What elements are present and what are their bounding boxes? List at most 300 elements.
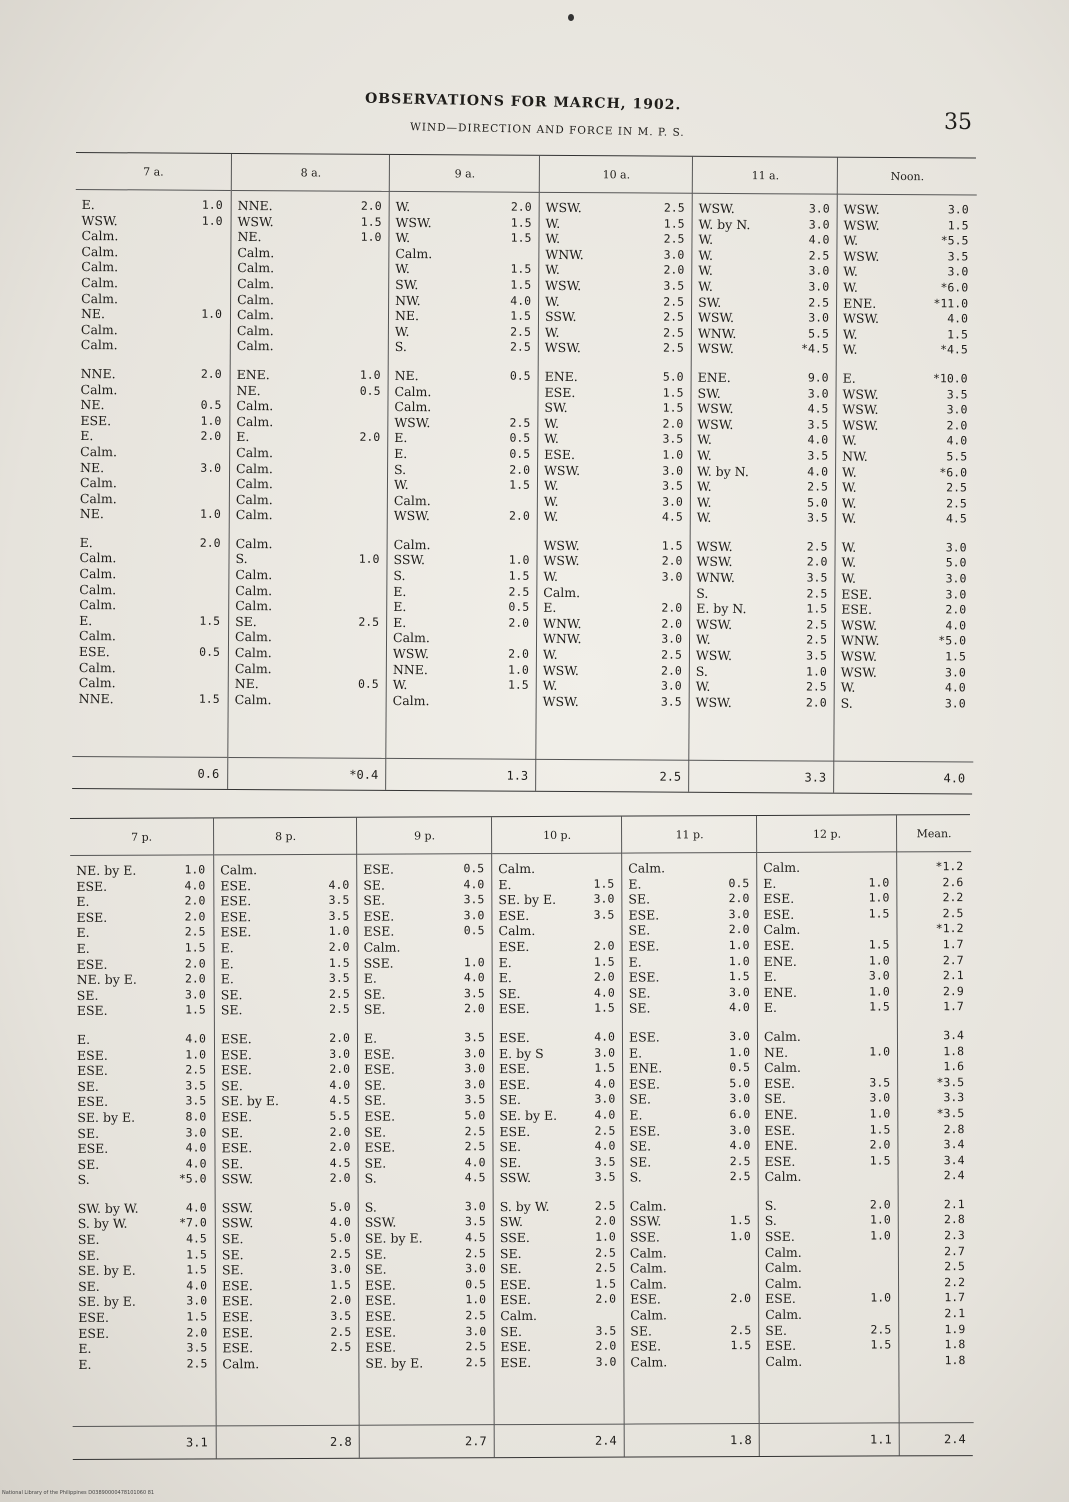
wind-direction: SSE.: [499, 1230, 530, 1246]
table-row: [216, 1246, 359, 1262]
wind-force: [222, 260, 230, 276]
wind-force: 4.0: [185, 1200, 207, 1215]
table-row: [231, 367, 389, 384]
wind-force: 5.5: [946, 449, 968, 464]
wind-direction: SE.: [499, 1245, 522, 1261]
group-spacer: [836, 527, 975, 541]
wind-force: 2.5: [464, 1123, 486, 1138]
mean-divider: [73, 1425, 216, 1427]
group-spacer: [837, 358, 976, 372]
wind-direction: SE.: [220, 986, 243, 1003]
wind-force: 3.5: [663, 278, 685, 293]
table-row: [691, 539, 836, 555]
table-row: [72, 1341, 215, 1357]
wind-force: 3.0: [200, 460, 222, 475]
wind-direction: WNW.: [697, 325, 737, 341]
table-row: [692, 341, 837, 357]
wind-force: 2.8: [943, 1121, 965, 1136]
wind-force: 2.0: [184, 909, 206, 924]
wind-direction: Calm.: [80, 321, 118, 338]
wind-force: 3.5: [869, 1075, 891, 1090]
wind-direction: ESE.: [628, 907, 660, 923]
wind-force: 4.5: [807, 401, 829, 416]
wind-direction: ESE.: [222, 1278, 253, 1294]
wind-direction: ESE.: [765, 1291, 796, 1307]
wind-force: 1.5: [593, 876, 615, 891]
table-row: [389, 324, 539, 341]
table-row: [230, 414, 388, 431]
wind-force: 3.0: [594, 1045, 616, 1060]
wind-force: 3.0: [593, 891, 615, 906]
table-row: [897, 906, 971, 922]
wind-direction: W.: [545, 215, 561, 231]
table-row: [538, 384, 691, 401]
wind-force: [220, 598, 228, 614]
wind-force: 1.8: [944, 1352, 966, 1368]
wind-direction: ESE.: [365, 1339, 397, 1355]
wind-force: 1.0: [201, 306, 223, 322]
wind-force: 2.0: [508, 646, 529, 661]
table-row: [623, 954, 758, 970]
wind-force: 2.5: [663, 309, 685, 324]
wind-direction: WSW.: [81, 212, 118, 228]
wind-direction: NE.: [394, 308, 420, 324]
wind-force: 2.0: [661, 600, 683, 615]
wind-force: 3.5: [594, 1154, 616, 1169]
wind-force: 2.0: [508, 615, 530, 630]
wind-force: 3.5: [595, 1323, 617, 1338]
column-mean: 2.4: [595, 1433, 617, 1448]
wind-force: 2.5: [946, 496, 967, 511]
wind-force: 2.7: [944, 1243, 965, 1258]
wind-direction: W.: [841, 555, 857, 571]
table-row: [624, 1169, 759, 1185]
wind-direction: Calm.: [237, 260, 275, 276]
table-row: [231, 229, 389, 246]
table-row: [493, 1045, 623, 1061]
table-row: [690, 585, 835, 601]
wind-force: 1.5: [595, 1276, 617, 1291]
table-row: [389, 308, 539, 325]
wind-direction: ESE.: [764, 1153, 796, 1169]
wind-direction: Calm.: [764, 1059, 801, 1076]
wind-direction: ESE.: [221, 1109, 253, 1125]
wind-force: 3.5: [463, 985, 485, 1001]
table-row: [493, 1061, 623, 1077]
wind-direction: [898, 1137, 904, 1153]
wind-direction: [899, 1197, 905, 1213]
wind-direction: ESE.: [500, 1276, 531, 1292]
wind-direction: Calm.: [363, 939, 401, 955]
wind-force: 1.7: [943, 999, 964, 1014]
table-row: [624, 1245, 759, 1261]
wind-direction: Calm.: [237, 291, 274, 307]
wind-force: 2.5: [806, 617, 828, 632]
column-cells: [492, 861, 624, 1371]
wind-force: 0.5: [728, 875, 750, 890]
table-row: [898, 984, 972, 1000]
wind-force: 0.5: [463, 923, 485, 938]
wind-force: 1.0: [728, 953, 750, 968]
wind-direction: SE.: [499, 1092, 521, 1108]
wind-direction: Calm.: [81, 243, 119, 260]
table-row: [494, 1261, 624, 1277]
wind-force: 4.0: [946, 433, 968, 448]
wind-direction: WSW.: [543, 537, 580, 553]
table-row: [387, 630, 537, 647]
wind-direction: W.: [842, 432, 857, 449]
wind-force: 1.5: [869, 1121, 891, 1137]
wind-force: 3.5: [328, 892, 350, 908]
table-row: [759, 1213, 899, 1229]
wind-force: 2.0: [728, 891, 750, 906]
column-cells: [537, 200, 693, 710]
table-row: [72, 1216, 215, 1232]
wind-direction: [899, 1228, 905, 1244]
table-row: [358, 970, 493, 986]
table-row: [624, 1354, 759, 1370]
wind-direction: SE.: [77, 1125, 100, 1141]
table-row: [71, 972, 214, 988]
table-row: [72, 1247, 215, 1263]
table-row: [359, 1261, 494, 1277]
table-row: [690, 648, 835, 664]
wind-force: 1.0: [728, 938, 750, 953]
wind-force: 3.4: [943, 1028, 964, 1043]
wind-force: 2.4: [943, 1168, 965, 1183]
wind-force: 3.5: [806, 648, 827, 663]
wind-force: 3.5: [464, 1030, 485, 1045]
table-row: [232, 198, 390, 215]
wind-direction: W.: [697, 432, 712, 448]
wind-force: 2.2: [944, 1274, 966, 1290]
wind-force: 1.8: [944, 1337, 966, 1352]
table-row: [836, 540, 975, 556]
wind-force: 1.0: [730, 1229, 751, 1244]
table-row: [214, 877, 357, 893]
wind-force: 1.5: [330, 1277, 352, 1292]
table-row: [494, 1292, 624, 1308]
table-row: [758, 1091, 898, 1107]
table-row: [899, 1197, 973, 1213]
wind-direction: Calm.: [763, 922, 801, 938]
wind-force: 3.0: [808, 217, 830, 232]
column-header: 9 p.: [357, 817, 492, 855]
table-row: [359, 1199, 494, 1215]
wind-direction: SE.: [221, 1262, 244, 1278]
wind-force: 4.0: [729, 1000, 750, 1015]
table-row: [388, 508, 538, 525]
wind-force: 2.5: [870, 1322, 892, 1337]
group-spacer: [216, 1187, 359, 1201]
group-spacer: [230, 523, 388, 537]
wind-direction: W.: [395, 198, 411, 215]
wind-direction: ESE.: [500, 1354, 532, 1370]
wind-direction: ESE.: [363, 1046, 395, 1062]
wind-direction: Calm.: [80, 443, 118, 460]
wind-force: 3.0: [184, 987, 206, 1002]
wind-direction: WSW.: [545, 277, 582, 294]
column-mean: 2.7: [465, 1434, 487, 1449]
wind-direction: WSW.: [697, 400, 734, 417]
wind-direction: ESE.: [629, 1076, 660, 1092]
wind-direction: E.: [628, 954, 642, 970]
wind-force: 2.0: [359, 430, 381, 445]
wind-direction: SSE.: [363, 955, 394, 971]
table-row: [693, 201, 838, 217]
table-row: [759, 1291, 899, 1307]
table-row: [691, 416, 836, 432]
table-row: [388, 415, 538, 432]
wind-force: 2.5: [509, 339, 531, 355]
wind-direction: NE.: [80, 397, 105, 413]
wind-force: *4.5: [801, 341, 829, 356]
wind-direction: Calm.: [630, 1307, 668, 1323]
table-row: [73, 550, 228, 567]
wind-force: [220, 661, 228, 677]
table-row: [757, 922, 897, 938]
wind-direction: E.: [842, 370, 856, 386]
wind-direction: SW.: [499, 1214, 524, 1230]
column-header: 7 a.: [76, 153, 231, 191]
wind-direction: E.: [498, 954, 512, 970]
morning-observations-table: [72, 152, 976, 794]
table-row: [76, 213, 231, 230]
wind-direction: SE.: [364, 1124, 387, 1140]
wind-force: [221, 476, 229, 492]
wind-force: 2.5: [330, 1246, 351, 1261]
wind-force: 2.5: [942, 905, 964, 920]
wind-direction: Calm.: [764, 1244, 802, 1260]
wind-force: 4.0: [328, 877, 350, 892]
wind-force: 2.0: [594, 1214, 616, 1229]
table-row: [691, 432, 836, 448]
wind-direction: WSW.: [843, 248, 880, 264]
wind-force: 2.0: [184, 971, 206, 986]
table-row: [623, 1060, 758, 1076]
table-row: [358, 939, 493, 955]
wind-direction: ESE.: [363, 923, 395, 940]
wind-direction: W.: [843, 264, 858, 280]
table-row: [623, 1000, 758, 1016]
wind-direction: SE. by E.: [499, 1107, 558, 1124]
wind-direction: W.: [697, 447, 712, 463]
table-row: [624, 1198, 759, 1214]
table-row: [75, 259, 230, 276]
wind-direction: W.: [395, 230, 411, 246]
wind-force: 1.0: [463, 954, 485, 969]
table-row: [758, 1000, 898, 1016]
column-cells: [357, 861, 494, 1371]
table-row: [387, 646, 537, 663]
table-row: [73, 691, 228, 708]
wind-direction: ENE.: [763, 953, 797, 969]
wind-force: 3.5: [807, 417, 829, 432]
table-row: [537, 647, 690, 664]
table-row: [71, 1062, 214, 1078]
table-row: [690, 679, 835, 695]
wind-direction: SE.: [629, 1154, 652, 1170]
table-row: [898, 1044, 972, 1060]
wind-force: 1.5: [662, 385, 684, 400]
column-mean: 1.3: [506, 768, 529, 783]
wind-direction: SE.: [629, 1091, 651, 1107]
table-row: [357, 908, 492, 924]
wind-force: 4.0: [807, 432, 829, 447]
wind-direction: [899, 1213, 905, 1229]
table-row: [539, 278, 692, 295]
table-row: [389, 277, 539, 294]
table-row: [493, 1107, 623, 1123]
table-row: [540, 200, 693, 217]
wind-direction: NW.: [842, 448, 868, 464]
wind-direction: Calm.: [79, 490, 117, 506]
table-row: [359, 1170, 494, 1186]
group-spacer: [539, 356, 692, 370]
wind-direction: ESE.: [365, 1324, 397, 1340]
wind-direction: Calm.: [630, 1276, 667, 1292]
table-row: [357, 924, 492, 940]
wind-direction: Calm.: [235, 476, 273, 492]
table-row: [691, 401, 836, 417]
group-spacer: [623, 1016, 758, 1030]
wind-direction: S.: [764, 1197, 777, 1213]
wind-force: 2.2: [942, 890, 964, 905]
table-row: [837, 248, 976, 264]
wind-direction: NE.: [236, 382, 261, 398]
wind-force: 2.0: [329, 1124, 351, 1139]
wind-force: 4.0: [185, 1140, 207, 1155]
wind-direction: SE. by E.: [78, 1294, 136, 1310]
table-row: [835, 633, 974, 649]
table-row: [390, 215, 540, 232]
wind-force: 2.5: [508, 584, 530, 599]
wind-force: 2.5: [358, 614, 380, 629]
wind-force: 3.0: [947, 202, 969, 217]
group-spacer: [359, 1186, 494, 1200]
table-row: [623, 985, 758, 1001]
wind-force: 3.0: [464, 1045, 486, 1060]
table-row: [230, 492, 388, 509]
table-row: [71, 1156, 214, 1172]
wind-force: 1.0: [870, 1290, 892, 1305]
table-row: [215, 1155, 358, 1171]
wind-direction: NE. by E.: [76, 971, 137, 988]
table-row: [692, 279, 837, 295]
wind-direction: ESE.: [841, 586, 873, 602]
wind-force: [222, 245, 230, 261]
wind-direction: Calm.: [236, 338, 274, 354]
wind-direction: W.: [544, 415, 560, 431]
wind-direction: E.: [220, 971, 234, 987]
wind-force: 3.0: [946, 402, 968, 417]
table-row: [493, 1030, 623, 1046]
wind-direction: [899, 1306, 905, 1322]
wind-direction: NW.: [395, 292, 421, 308]
wind-force: 5.0: [945, 555, 967, 570]
table-row: [538, 400, 691, 417]
table-row: [389, 261, 539, 278]
wind-direction: SSW.: [544, 309, 577, 325]
wind-force: 3.5: [660, 694, 682, 709]
table-row: [387, 662, 537, 679]
mean-divider: [689, 760, 834, 762]
table-row: [492, 861, 622, 877]
table-row: [624, 1213, 759, 1229]
table-row: [74, 475, 229, 492]
table-row: [215, 1140, 358, 1156]
table-row: [74, 491, 229, 508]
wind-direction: ESE.: [544, 384, 576, 400]
wind-direction: NNE.: [392, 661, 428, 677]
table-row: [538, 494, 691, 511]
wind-direction: Calm.: [236, 460, 273, 476]
table-row: [388, 493, 538, 510]
wind-direction: ESE.: [80, 412, 112, 428]
table-row: [358, 1061, 493, 1077]
wind-force: 1.5: [869, 999, 890, 1014]
wind-force: 1.0: [201, 197, 223, 212]
table-row: [837, 311, 976, 327]
table-row: [494, 1339, 624, 1355]
wind-force: 1.0: [868, 952, 890, 968]
table-row: [898, 968, 972, 984]
wind-direction: ESE.: [498, 938, 530, 955]
wind-force: 2.0: [661, 554, 683, 569]
table-row: [758, 1075, 898, 1091]
table-row: [388, 477, 538, 494]
wind-direction: Calm.: [395, 245, 433, 261]
table-row: [758, 953, 898, 969]
wind-force: 2.5: [806, 539, 828, 554]
wind-direction: Calm.: [236, 444, 274, 461]
table-row: [215, 1077, 358, 1093]
table-row: [898, 1028, 972, 1044]
wind-direction: E.: [763, 969, 777, 985]
wind-direction: Calm.: [236, 413, 274, 429]
wind-force: 4.5: [329, 1093, 351, 1108]
table-row: [835, 555, 974, 571]
table-row: [388, 383, 538, 400]
table-row: [835, 649, 974, 665]
wind-force: 0.5: [509, 430, 531, 446]
table-row: [837, 280, 976, 296]
wind-force: 3.5: [185, 1078, 207, 1093]
wind-force: 2.5: [465, 1339, 487, 1354]
wind-direction: SE. by E.: [77, 1262, 136, 1279]
table-row: [359, 1246, 494, 1262]
wind-direction: W.: [841, 570, 857, 586]
wind-force: 1.5: [728, 969, 750, 984]
wind-direction: S.: [364, 1170, 377, 1186]
wind-force: 1.0: [358, 552, 380, 567]
wind-direction: Calm.: [81, 290, 118, 306]
table-row: [837, 371, 976, 387]
table-row: [898, 953, 972, 969]
table-row: [622, 891, 757, 907]
table-column: [70, 818, 216, 1459]
wind-direction: Calm.: [79, 597, 117, 613]
wind-force: 2.0: [184, 893, 206, 908]
wind-direction: Calm.: [81, 259, 119, 275]
table-row: [230, 382, 388, 399]
wind-force: 2.8: [943, 1212, 965, 1227]
wind-direction: NE.: [763, 1044, 789, 1060]
wind-force: 2.0: [869, 1137, 891, 1152]
table-row: [216, 1215, 359, 1231]
wind-force: 1.5: [510, 215, 532, 230]
table-row: [692, 310, 837, 326]
